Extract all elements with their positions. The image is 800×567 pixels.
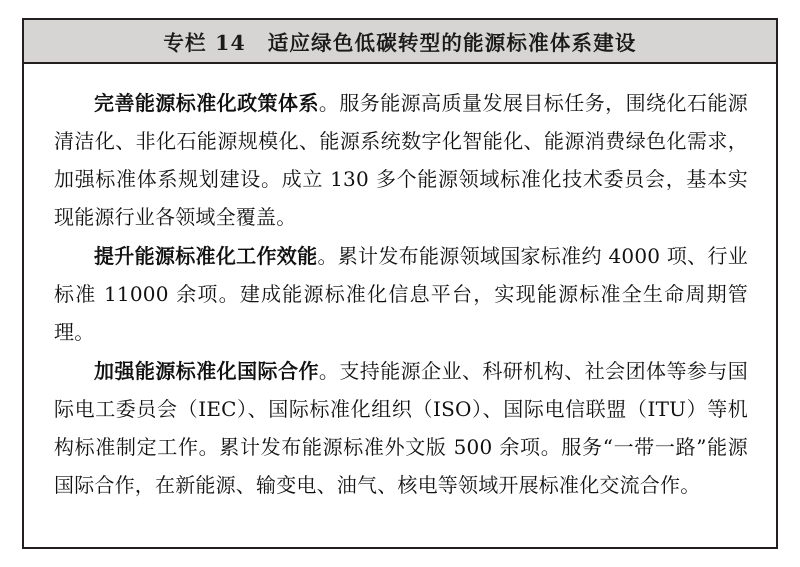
paragraph-3-text: 。支持能源企业、科研机构、社会团体等参与国际电工委员会（IEC）、国际标准化组织（ISO）、国际电信联盟（ITU）等机构标准制定工作。累计发布能源标准外文版 500 余项。服务“一带一路”能源国际合作，在新能源、输变电、油气、核电等领域开展标准化交流合作。 (54, 359, 749, 497)
paragraph-3-lead: 加强能源标准化国际合作 (94, 359, 319, 383)
paragraph-1-text: 。服务能源高质量发展目标任务，围绕化石能源清洁化、非化石能源规模化、能源系统数字化智能化、能源消费绿色化需求，加强标准体系规划建设。成立 130 多个能源领域标准化技术委员会，基本实现能源行业各领域全覆盖。 (54, 91, 749, 229)
paragraph-2 (54, 237, 748, 351)
callout-title: 专栏 14 适应绿色低碳转型的能源标准体系建设 (163, 31, 637, 55)
paragraph-2-lead: 提升能源标准化工作效能 (94, 244, 318, 268)
callout-box (22, 18, 778, 549)
callout-header (24, 20, 776, 64)
callout-body (24, 64, 776, 547)
paragraph-3 (54, 352, 748, 504)
paragraph-1-lead: 完善能源标准化政策体系 (94, 91, 319, 115)
paragraph-1 (54, 84, 748, 236)
paragraph-2-text: 。累计发布能源领域国家标准约 4000 项、行业标准 11000 余项。建成能源标准化信息平台，实现能源标准全生命周期管理。 (54, 244, 748, 344)
